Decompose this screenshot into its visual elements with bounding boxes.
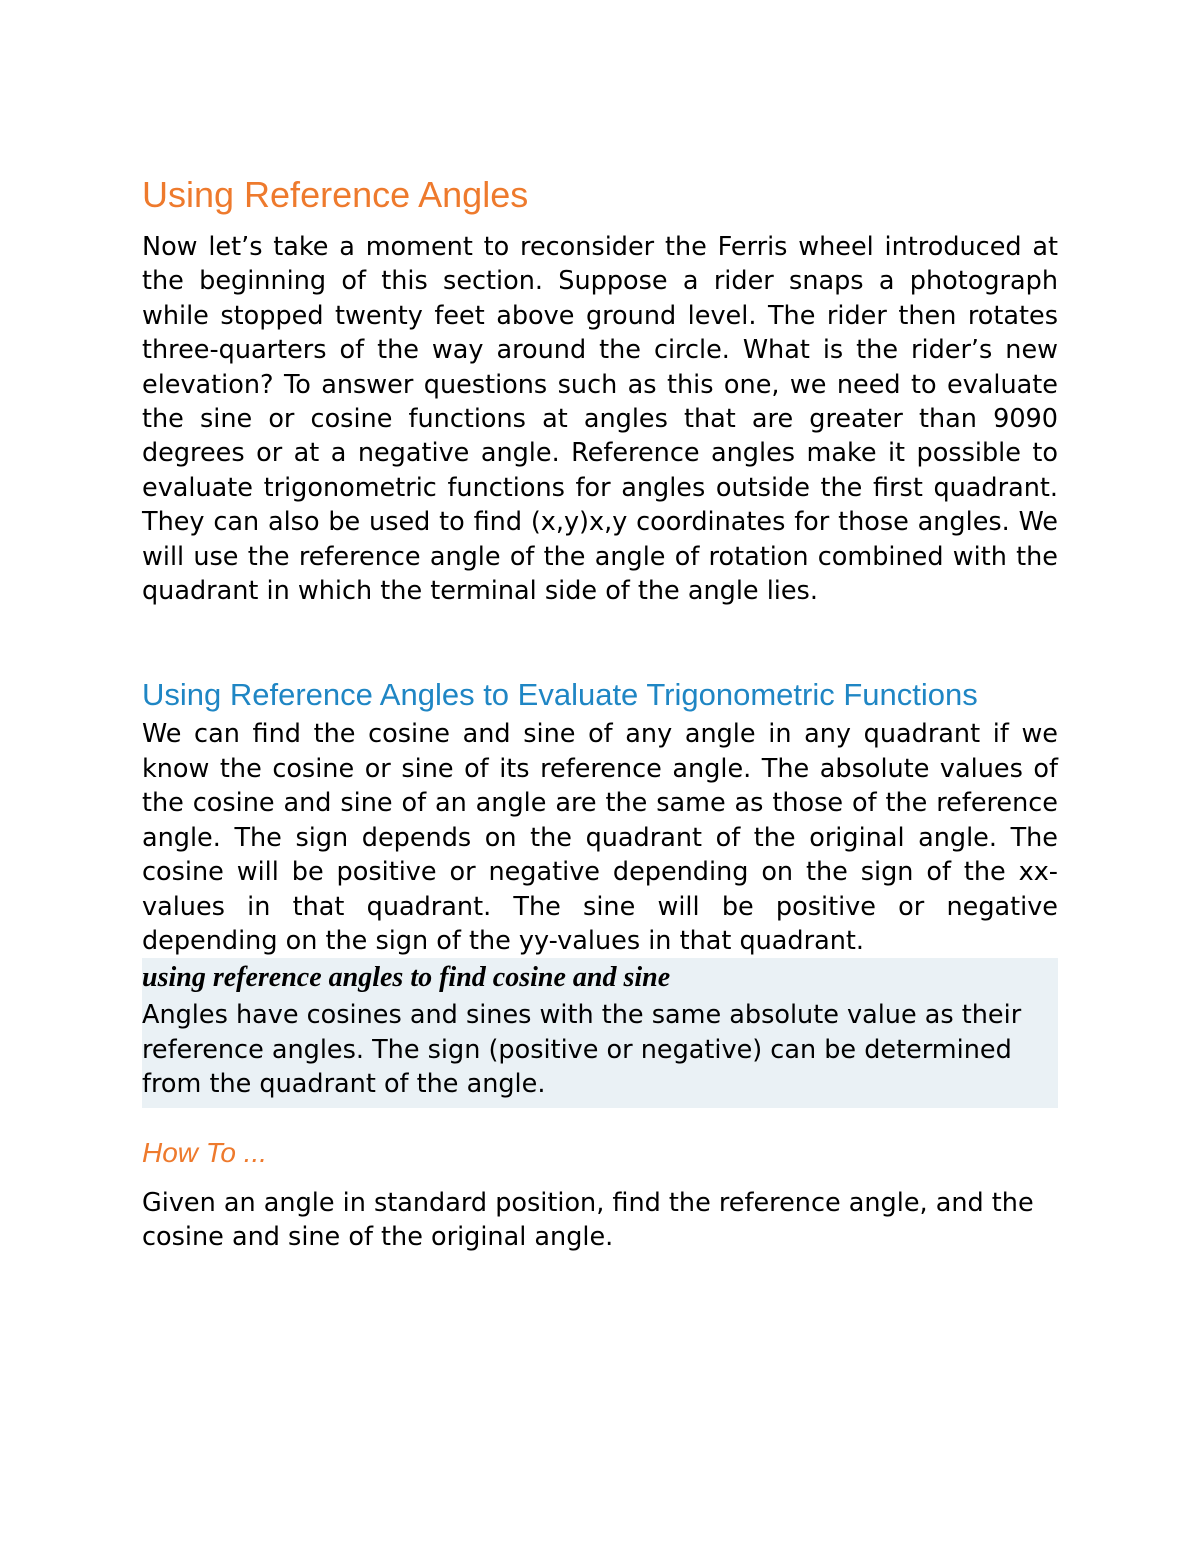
subsection-paragraph: We can find the cosine and sine of any angle in any quadrant if we know the cosine or sine of its reference angle. The absolute values of the cosine and sine of an angle are the same as those of the reference angle. The sign depends on the quadrant of the original angle. The cosine will be positive or negative depending on the sign of the xx-values in that quadrant. The sine will be positive or negative depending on the sign of the yy-values in that quadrant. bbox=[142, 719, 1058, 956]
howto-label: How To ... bbox=[142, 1136, 268, 1168]
callout-title: using reference angles to find cosine and sine bbox=[142, 962, 671, 994]
document-page bbox=[142, 172, 1058, 1254]
subsection-title: Using Reference Angles to Evaluate Trigonometric Functions bbox=[142, 677, 978, 713]
intro-paragraph: Now let’s take a moment to reconsider the Ferris wheel introduced at the beginning of this section. Suppose a rider snaps a photograph while stopped twenty feet above ground level. The rider then rotates three-quarters of the way around the circle. What is the rider’s new elevation? To answer questions such as this one, we need to evaluate the sine or cosine functions at angles that are greater than 9090 degrees or at a negative angle. Reference angles make it possible to evaluate trigonometric functions for angles outside the first quadrant. They can also be used to find (x,y)x,y coordinates for those angles. We will use the reference angle of the angle of rotation combined with the quadrant in which the terminal side of the angle lies. bbox=[142, 232, 1058, 607]
howto-text: Given an angle in standard position, find the reference angle, and the cosine and sine of the original angle. bbox=[142, 1187, 1034, 1252]
callout-text: Angles have cosines and sines with the same absolute value as their reference angles. The sign (positive or negative) can be determined from the quadrant of the angle. bbox=[142, 1000, 1022, 1100]
section-title: Using Reference Angles bbox=[142, 174, 529, 215]
callout-box bbox=[142, 958, 1058, 1107]
